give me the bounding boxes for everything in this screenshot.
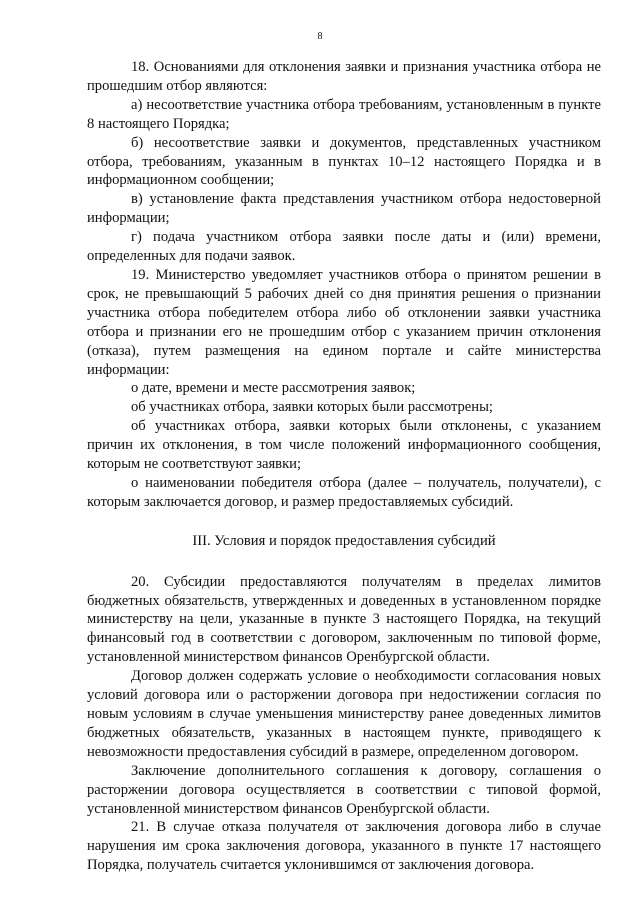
- paragraph-19: 19. Министерство уведомляет участников отбора о принятом решении в срок, не превышающий 5 рабочих дней со дня принятия решения о признании участника отбора победителем отбора либо об отклонении заявки участника отбора и признании его не прошедшим отбор с указанием причин отклонения (отказа), путем размещения на едином портале и сайте министерства информации:: [87, 266, 601, 378]
- paragraph-19-item-3: об участниках отбора, заявки которых были отклонены, с указанием причин их отклонения, в том числе положений информационного сообщения, которым не соответствуют заявки;: [87, 418, 601, 473]
- page-number: 8: [317, 31, 323, 42]
- paragraph-21: 21. В случае отказа получателя от заключения договора либо в случае нарушения им срока заключения договора, указанного в пункте 17 настоящего Порядка, получатель считается уклонившимся от заключения договора.: [87, 819, 601, 874]
- paragraph-19-item-2: об участниках отбора, заявки которых были рассмотрены;: [131, 399, 493, 416]
- paragraph-18-v: в) установление факта представления участником отбора недостоверной информации;: [87, 191, 601, 227]
- paragraph-20-part-2: Договор должен содержать условие о необходимости согласования новых условий договора или о расторжении договора при недостижении согласия по новым условиям в случае уменьшения министерству ранее доведенных лимитов бюджетных обязательств, указанных в настоящем пункте, приводящего к невозможности предоставления субсидий в размере, определенном договором.: [87, 668, 601, 760]
- paragraph-20: 20. Субсидии предоставляются получателям в пределах лимитов бюджетных обязательств, утвержденных и доведенных в установленном порядке министерству на цели, указанные в пункте 3 настоящего Порядка, на текущий финансовый год в соответствии с договором, заключенным по типовой форме, установленной министерством финансов Оренбургской области.: [87, 573, 601, 666]
- paragraph-18-g: г) подача участником отбора заявки после даты и (или) времени, определенных для подачи заявок.: [87, 229, 601, 265]
- paragraph-19-item-4: о наименовании победителя отбора (далее – получатель, получатели), с которым заключается договор, и размер предоставляемых субсидий.: [87, 474, 601, 510]
- paragraph-18-a: а) несоответствие участника отбора требованиям, установленным в пункте 8 настоящего Порядка;: [87, 96, 601, 132]
- paragraph-18: 18. Основаниями для отклонения заявки и признания участника отбора не прошедшим отбор являются:: [87, 59, 601, 94]
- paragraph-18-b: б) несоответствие заявки и документов, представленных участником отбора, требованиям, указанным в пунктах 10–12 настоящего Порядка и в информационном сообщении;: [87, 134, 601, 189]
- paragraph-19-item-1: о дате, времени и месте рассмотрения заявок;: [131, 380, 416, 397]
- paragraph-20-part-3: Заключение дополнительного соглашения к договору, соглашения о расторжении договора осуществляется в соответствии с типовой формой, установленной министерством финансов Оренбургской области.: [87, 762, 601, 817]
- document-body: [87, 58, 601, 875]
- section-heading: III. Условия и порядок предоставления субсидий: [192, 532, 496, 549]
